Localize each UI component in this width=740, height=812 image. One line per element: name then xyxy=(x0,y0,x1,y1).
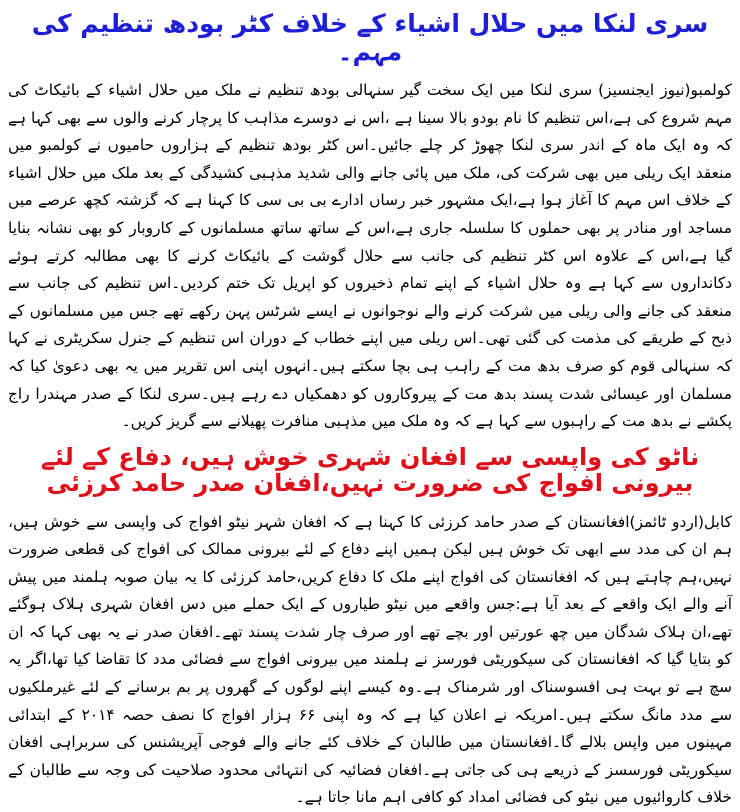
headline-sri-lanka-halal-campaign: سری لنکا میں حلال اشیاء کے خلاف کٹر بودھ تنظیم کی مہم۔ xyxy=(8,6,732,77)
headline-nato-withdrawal-karzai: ناٹو کی واپسی سے افغان شہری خوش ہیں، دفاع کے لئے بیرونی افواج کی ضرورت نہیں،افغان صدر حامد کرزئی xyxy=(8,436,732,509)
article-afghanistan xyxy=(8,436,732,812)
article-sri-lanka xyxy=(8,6,732,436)
article-body-sri-lanka: کولمبو(نیوز ایجنسیز) سری لنکا میں ایک سخت گیر سنہالی بودھ تنظیم نے ملک میں حلال اشیاء کے بائیکاٹ کی مہم شروع کی ہے،اس تنظیم کا نام بودو بالا سینا ہے ،اس نے دوسرے مذاہب کا پرچار کرنے والوں سے بھی کہا ہے کہ وہ ایک ماہ کے اندر سری لنکا چھوڑ کر چلے جائیں۔اس کٹر بودھ تنظیم کے ہزاروں حامیوں نے کولمبو میں منعقد ایک ریلی میں بھی شرکت کی، ملک میں پائی جانے والی شدید مذہبی کشیدگی کے بعد ملک میں حلال اشیاء کے خلاف اس مہم کا آغاز ہوا ہے،ایک مشہور خبر رساں ادارے بی بی سی کا کہنا ہے کہ گزشتہ کچھ عرصے میں مساجد اور منادر پر بھی حملوں کا سلسلہ جاری ہے،اس کے ساتھ ساتھ مسلمانوں کے کاروبار کو بھی نشانہ بنایا گیا ہے،اس کے علاوہ اس کٹر تنظیم کی جانب سے حلال گوشت کے بائیکاٹ کرنے کا بھی مطالبہ کرتے ہوئے دکانداروں سے کہا ہے وہ حلال اشیاء کے اپنے تمام ذخیروں کو اپریل تک ختم کردیں۔اس تنظیم کی جانب سے منعقد کی جانے والی ریلی میں شرکت کرنے والے نوجوانوں نے ایسے شرٹس پہن رکھے تھے جس میں مسلمانوں کے ذبح کے طریقے کی مذمت کی گئی تھی۔اس ریلی میں اپنے خطاب کے دوران اس تنظیم کے جنرل سکریٹری نے کہا کہ سنہالی قوم کو صرف بدھ مت کے راہب ہی بچا سکتے ہیں۔انہوں اپنی اس تقریر میں یہ بھی دعویٰ کیا کہ مسلمان اور عیسائی شدت پسند بدھ مت کے پیروکاروں کو دھمکیاں دے رہے ہیں۔سری لنکا کے صدر مہندرا راج پکشے نے بدھ مت کے راہبوں سے کہا ہے کہ وہ ملک میں مذہبی منافرت پھیلانے سے گریز کریں۔ xyxy=(8,77,732,436)
article-body-afghanistan: کابل(اردو ٹائمز)افغانستان کے صدر حامد کرزئی کا کہنا ہے کہ افغان شہر نیٹو افواج کی واپسی سے خوش ہیں، ہم ان کی مدد سے ابھی تک خوش ہیں لیکن ہمیں اپنے دفاع کے لئے بیرونی ممالک کی افواج کی قطعی ضرورت نہیں،ہم چاہتے ہیں کہ افغانستان کی افواج اپنے ملک کا دفاع کریں،حامد کرزئی کا یہ بیان صوبہ ہلمند میں پیش آنے والے ایک واقعے کے بعد آیا ہے:جس واقعے میں نیٹو طیاروں کے ایک حملے میں دس افغان شہری ہلاک ہوگئے تھے،ان ہلاک شدگان میں چھ عورتیں اور بچے تھے اور صرف چار شدت پسند تھے۔افغان صدر نے یہ بھی کہا کہ ان کو بتایا گیا کہ افغانستان کی سیکوریٹی فورسز نے ہلمند میں بیرونی افواج سے فضائی مدد کا تقاضا کیا تھا،اگر یہ سچ ہے تو بہت ہی افسوسناک اور شرمناک ہے۔وہ کیسے اپنے لوگوں کے گھروں پر بم برسانے کے لئے غیرملکیوں سے مدد مانگ سکتے ہیں۔امریکہ نے اعلان کیا ہے کہ وہ اپنی ۶۶ ہزار افواج کا نصف حصہ ۲۰۱۴ کے ابتدائی مہینوں میں واپس بلالے گا۔افغانستان میں طالبان کے خلاف کئے جانے والے فوجی آپریشنس کی سربراہی افغان سیکوریٹی فورسسز کے ذریعے ہی کی جاتی ہے۔افغان فضائیہ کی انتہائی محدود صلاحیت کی وجہ سے طالبان کے خلاف کاروائیوں میں نیٹو کی فضائی امداد کو کافی اہم مانا جاتا ہے۔ xyxy=(8,509,732,812)
